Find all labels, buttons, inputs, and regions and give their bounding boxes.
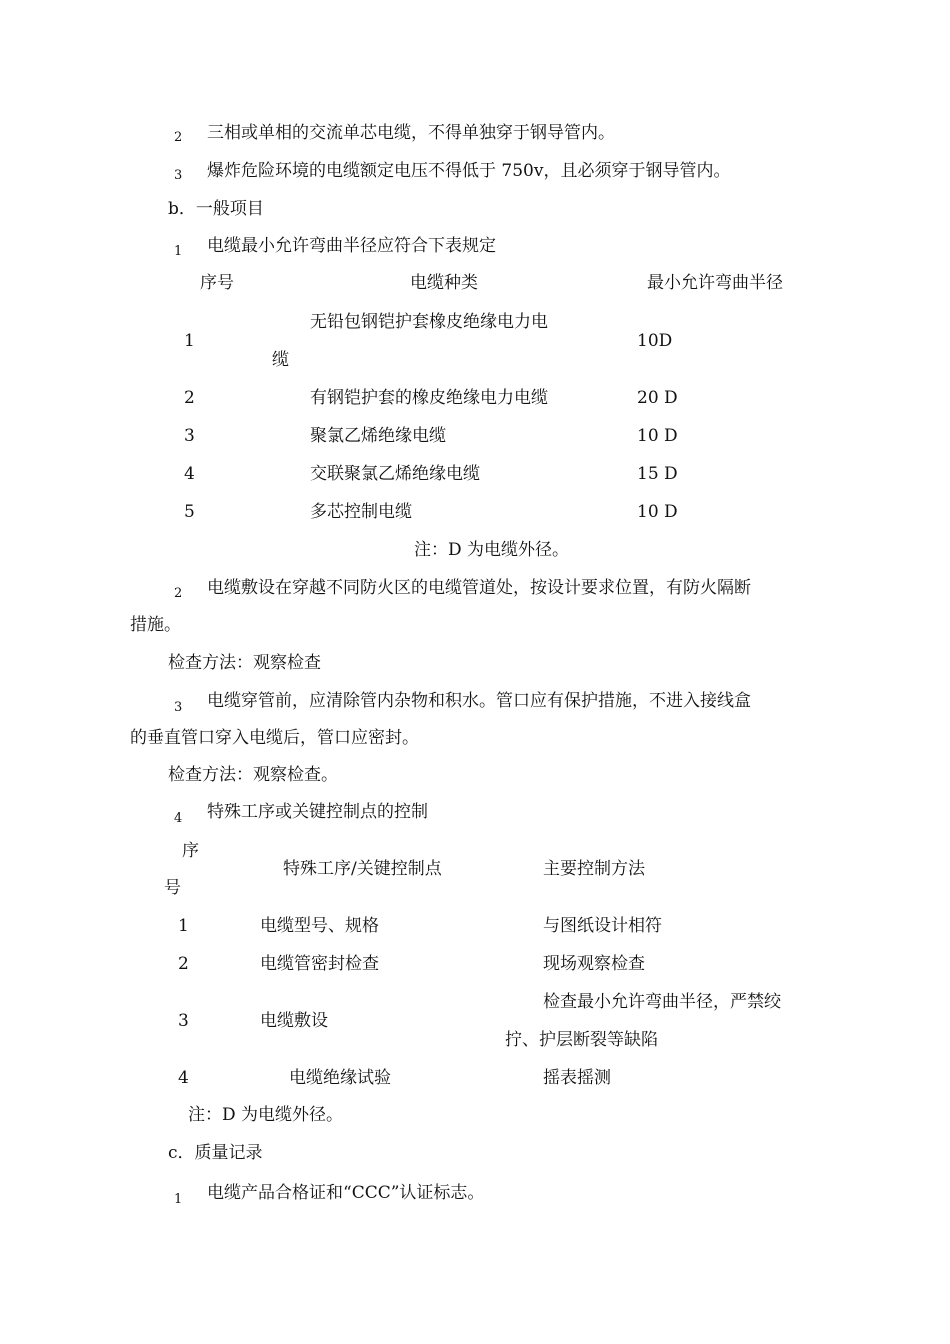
- table-cell-point: 电缆管密封检查: [260, 954, 379, 974]
- check-method: 检查方法：观察检查。: [168, 765, 338, 785]
- table-cell-type: 交联聚氯乙烯绝缘电缆: [310, 464, 480, 484]
- table-cell-no: 5: [184, 502, 195, 522]
- paragraph-text: 电缆敷设在穿越不同防火区的电缆管道处，按设计要求位置，有防火隔断: [207, 578, 751, 598]
- table-header: 特殊工序/关键控制点: [283, 859, 442, 879]
- check-method: 检查方法：观察检查: [168, 653, 321, 673]
- table-cell-no: 2: [178, 954, 189, 974]
- table-cell-method-cont: 拧、护层断裂等缺陷: [505, 1030, 658, 1050]
- table-header-cont: 号: [164, 878, 181, 898]
- table-cell-no: 4: [184, 464, 195, 484]
- table-header: 序: [182, 841, 199, 861]
- table-header: 最小允许弯曲半径: [647, 273, 783, 293]
- table-cell-method: 检查最小允许弯曲半径，严禁绞: [543, 992, 781, 1012]
- table-cell-type: 多芯控制电缆: [310, 502, 412, 522]
- table-cell-type: 有钢铠护套的橡皮绝缘电力电缆: [310, 388, 548, 408]
- item-number: 4: [174, 811, 183, 826]
- table-note: 注：D 为电缆外径。: [414, 540, 570, 560]
- table-cell-radius: 10 D: [637, 426, 678, 446]
- section-heading-b: b．一般项目: [168, 199, 264, 219]
- table-cell-no: 1: [178, 916, 189, 936]
- paragraph-text: 电缆穿管前，应清除管内杂物和积水。管口应有保护措施，不进入接线盒: [207, 691, 751, 711]
- paragraph-text: 三相或单相的交流单芯电缆，不得单独穿于钢导管内。: [207, 123, 615, 143]
- paragraph-text: 电缆产品合格证和“CCC”认证标志。: [207, 1183, 485, 1203]
- table-cell-no: 3: [178, 1011, 189, 1031]
- item-number: 1: [174, 244, 183, 259]
- table-header: 电缆种类: [410, 273, 478, 293]
- table-cell-type: 聚氯乙烯绝缘电缆: [310, 426, 446, 446]
- paragraph-text-cont: 的垂直管口穿入电缆后，管口应密封。: [130, 728, 419, 748]
- table-cell-no: 3: [184, 426, 195, 446]
- item-number: 2: [174, 130, 183, 145]
- item-number: 3: [174, 168, 183, 183]
- paragraph-text: 特殊工序或关键控制点的控制: [207, 802, 428, 822]
- section-heading-c: c．质量记录: [168, 1143, 263, 1163]
- table-header: 序号: [200, 273, 234, 293]
- table-cell-point: 电缆型号、规格: [260, 916, 379, 936]
- table-cell-point: 电缆绝缘试验: [289, 1068, 391, 1088]
- table-cell-radius: 15 D: [637, 464, 678, 484]
- table-cell-type: 无铅包钢铠护套橡皮绝缘电力电: [310, 312, 548, 332]
- item-number: 2: [174, 586, 183, 601]
- paragraph-text: 电缆最小允许弯曲半径应符合下表规定: [207, 236, 496, 256]
- table-cell-no: 4: [178, 1068, 189, 1088]
- paragraph-text-cont: 措施。: [130, 615, 181, 635]
- paragraph-text: 爆炸危险环境的电缆额定电压不得低于 750v，且必须穿于钢导管内。: [207, 161, 731, 181]
- table-cell-type-cont: 缆: [272, 350, 289, 370]
- table-cell-method: 与图纸设计相符: [543, 916, 662, 936]
- table-cell-radius: 10 D: [637, 502, 678, 522]
- table-cell-radius: 20 D: [637, 388, 678, 408]
- table-note: 注：D 为电缆外径。: [188, 1105, 344, 1125]
- table-cell-method: 现场观察检查: [543, 954, 645, 974]
- item-number: 1: [174, 1192, 183, 1207]
- item-number: 3: [174, 700, 183, 715]
- table-cell-point: 电缆敷设: [260, 1011, 328, 1031]
- table-header: 主要控制方法: [543, 859, 645, 879]
- table-cell-radius: 10D: [637, 331, 673, 351]
- table-cell-no: 2: [184, 388, 195, 408]
- table-cell-method: 摇表摇测: [543, 1068, 611, 1088]
- table-cell-no: 1: [184, 331, 195, 351]
